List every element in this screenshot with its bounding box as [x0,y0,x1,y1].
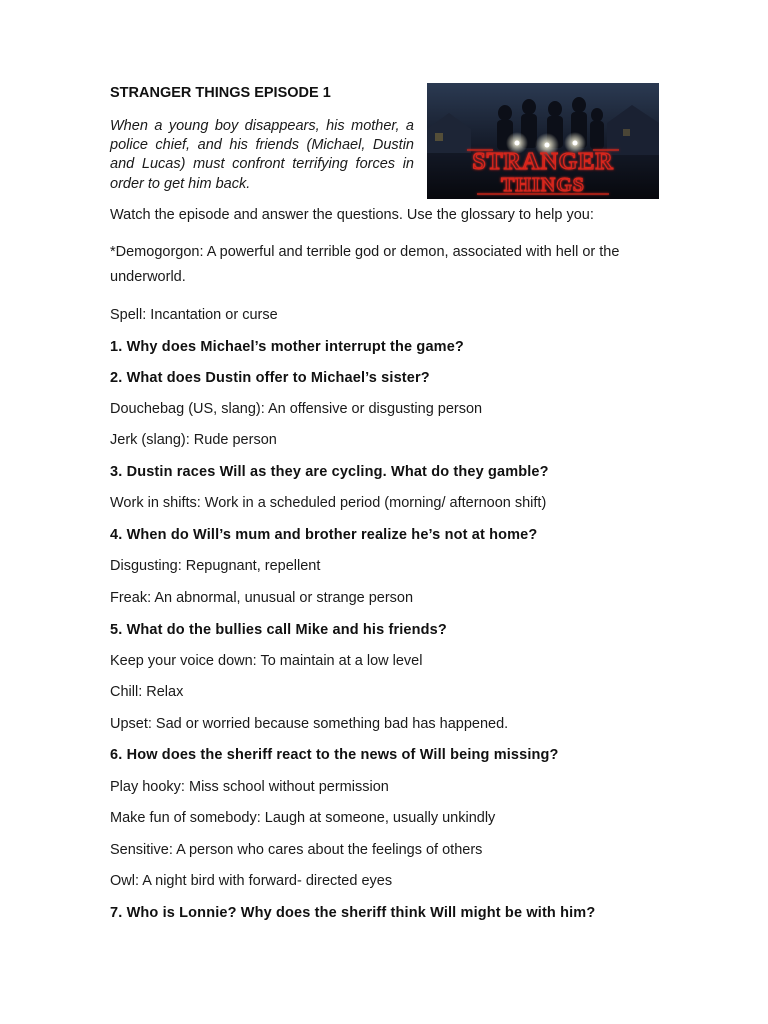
poster-image [427,83,659,199]
question-1: 1. Why does Michael’s mother interrupt the game? [110,339,464,355]
question-6: 6. How does the sheriff react to the news of Will being missing? [110,747,559,763]
instructions: Watch the episode and answer the questions. Use the glossary to help you: [110,207,594,223]
glossary-chill: Chill: Relax [110,684,184,700]
question-4: 4. When do Will’s mum and brother realize he’s not at home? [110,527,538,543]
glossary-disgusting: Disgusting: Repugnant, repellent [110,558,321,574]
glossary-make-fun: Make fun of somebody: Laugh at someone, usually unkindly [110,810,496,826]
glossary-upset: Upset: Sad or worried because something bad has happened. [110,716,509,732]
glossary-keep-voice-down: Keep your voice down: To maintain at a low level [110,653,423,669]
episode-synopsis: When a young boy disappears, his mother, a police chief, and his friends (Michael, Dustin and Lucas) must confront terrifying forces in order to get him back. [110,118,414,192]
glossary-spell: Spell: Incantation or curse [110,307,278,323]
glossary-jerk: Jerk (slang): Rude person [110,432,277,448]
poster-logo-line1: STRANGER [472,149,614,175]
question-5: 5. What do the bullies call Mike and his friends? [110,622,447,638]
question-2: 2. What does Dustin offer to Michael’s sister? [110,370,430,386]
glossary-owl: Owl: A night bird with forward- directed eyes [110,873,393,889]
question-7: 7. Who is Lonnie? Why does the sheriff think Will might be with him? [110,905,596,921]
glossary-play-hooky: Play hooky: Miss school without permission [110,779,389,795]
question-3: 3. Dustin races Will as they are cycling. What do they gamble? [110,464,549,480]
glossary-work-in-shifts: Work in shifts: Work in a scheduled period (morning/ afternoon shift) [110,495,547,511]
glossary-sensitive: Sensitive: A person who cares about the feelings of others [110,842,483,858]
glossary-freak: Freak: An abnormal, unusual or strange person [110,590,414,606]
glossary-douchebag: Douchebag (US, slang): An offensive or disgusting person [110,401,483,417]
stranger-things-poster [427,83,659,199]
worksheet-title: STRANGER THINGS EPISODE 1 [110,85,331,101]
glossary-demogorgon: *Demogorgon: A powerful and terrible god or demon, associated with hell or the underworld. [110,244,620,285]
poster-logo-line2: THINGS [501,174,585,196]
